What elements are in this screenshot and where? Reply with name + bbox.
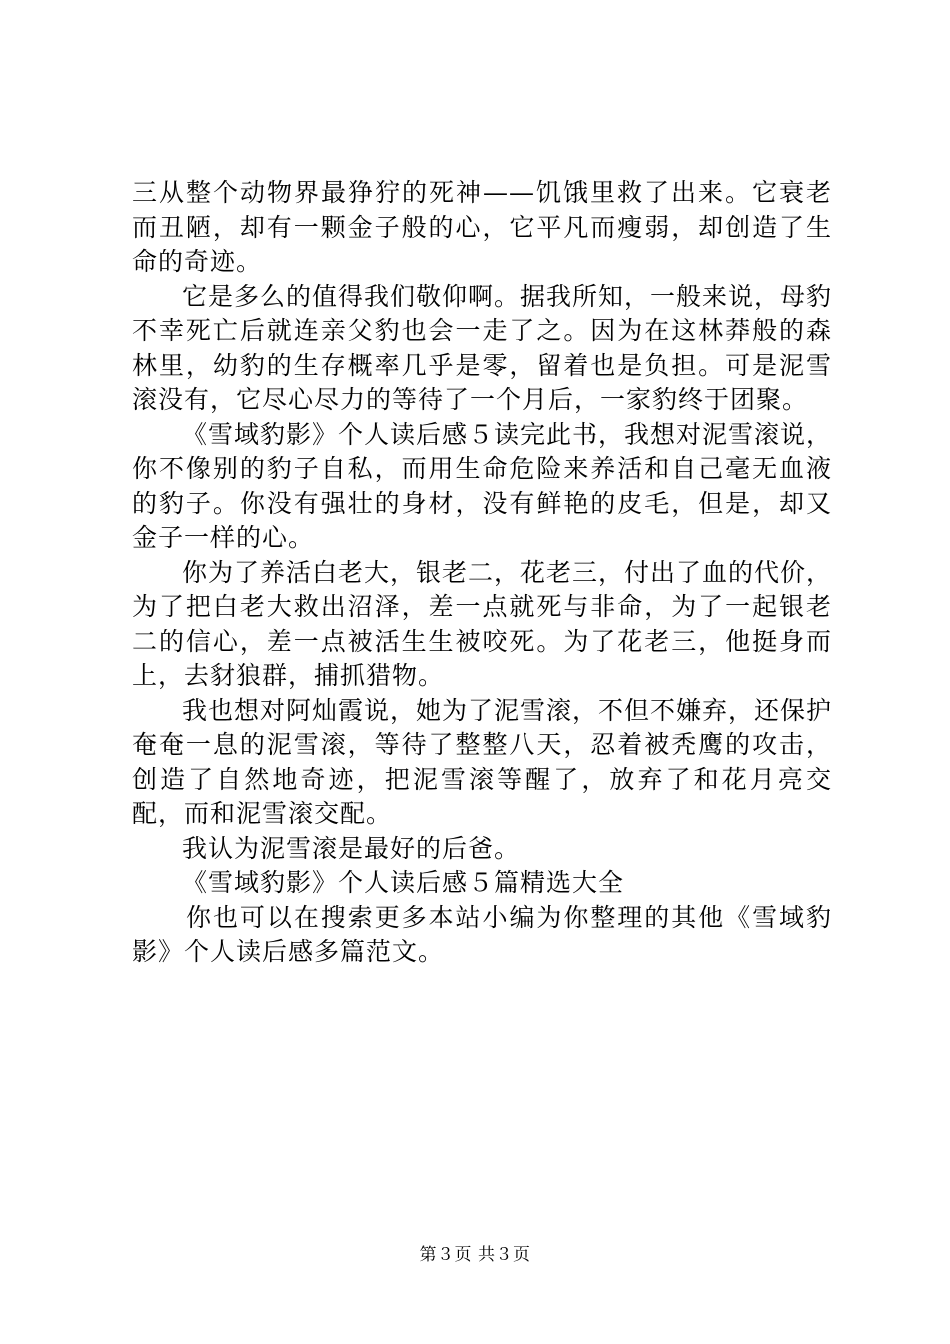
paragraph-8: 你也可以在搜索更多本站小编为你整理的其他《雪域豹影》个人读后感多篇范文。 bbox=[132, 902, 832, 966]
paragraph-4: 你为了养活白老大，银老二，花老三，付出了血的代价，为了把白老大救出沼泽，差一点就死与非命，为了一起银老二的信心，差一点被活生生被咬死。为了花老三，他挺身而上，去豺狼群，捕抓猎物。 bbox=[132, 557, 833, 690]
paragraph-7: 《雪域豹影》个人读后感５篇精选大全 bbox=[182, 868, 625, 897]
paragraph-2: 它是多么的值得我们敬仰啊。据我所知，一般来说，母豹不幸死亡后就连亲父豹也会一走了之。因为在这林莽般的森林里，幼豹的生存概率几乎是零，留着也是负担。可是泥雪滚没有，它尽心尽力的等待了一个月后，一家豹终于团聚。 bbox=[132, 281, 833, 414]
paragraph-3: 《雪域豹影》个人读后感５读完此书，我想对泥雪滚说，你不像别的豹子自私，而用生命危险来养活和自己毫无血液的豹子。你没有强壮的身材，没有鲜艳的皮毛，但是，却又金子一样的心。 bbox=[132, 419, 833, 552]
page-footer bbox=[0, 1244, 950, 1266]
document-body bbox=[132, 176, 832, 970]
paragraph-6: 我认为泥雪滚是最好的后爸。 bbox=[182, 833, 521, 863]
page-number-label: 第３页 共３页 bbox=[419, 1245, 531, 1265]
paragraph-1: 三从整个动物界最狰狞的死神——饥饿里救了出来。它衰老而丑陋，却有一颗金子般的心，它平凡而瘦弱，却创造了生命的奇迹。 bbox=[132, 178, 832, 276]
paragraph-5: 我也想对阿灿霞说，她为了泥雪滚，不但不嫌弃，还保护奄奄一息的泥雪滚，等待了整整八天，忍着被秃鹰的攻击，创造了自然地奇迹，把泥雪滚等醒了，放弃了和花月亮交配，而和泥雪滚交配。 bbox=[132, 695, 833, 828]
